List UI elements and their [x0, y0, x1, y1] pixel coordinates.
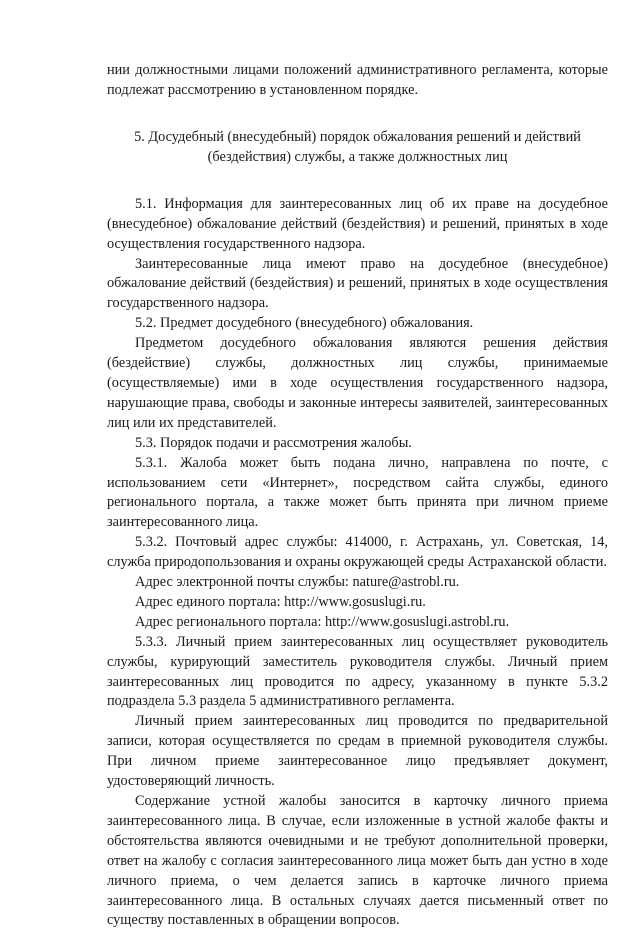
paragraph-appointment: Личный прием заинтересованных лиц проводится по предварительной записи, которая осуществляется по средам в приемной руководителя службы. При личном приеме заинтересованное лицо предъявляет документ, удостоверяющий личность. [107, 713, 608, 790]
paragraph-oral-complaint: Содержание устной жалобы заносится в карточку личного приема заинтересованного лица. В случае, если изложенные в устной жалобе факты и обстоятельства являются очевидными и не требуют дополнительной проверки, ответ на жалобу с согласия заинтересованного лица может быть дан устно в ходе личного приема, о чем делается запись в карточке личного приема заинтересованного лица. В остальных случаях дается письменный ответ по существу поставленных в обращении вопросов. [107, 793, 608, 929]
paragraph-right-to-appeal: Заинтересованные лица имеют право на досудебное (внесудебное) обжалование действий (бездействия) и решений, принятых в ходе осуществления государственного надзора. [107, 255, 608, 312]
section-title: 5. Досудебный (внесудебный) порядок обжалования решений и действий (бездействия) службы, а также должностных лиц [134, 128, 581, 165]
paragraph-regional-portal: Адрес регионального портала: http://www.gosuslugi.astrobl.ru. [135, 613, 510, 630]
paragraph-5-3-3: 5.3.3. Личный прием заинтересованных лиц осуществляет руководитель службы, курирующий заместитель руководителя службы. Личный прием заинтересованных лиц проводится по адресу, указанному в пункте 5.3.2 подраздела 5.3 раздела 5 административного регламента. [107, 633, 608, 710]
paragraph-subject-of-appeal: Предметом досудебного обжалования являются решения действия (бездействие) службы, должностных лиц службы, принимаемые (осуществляемые) ими в ходе осуществления государственного надзора, нарушающие права, свободы и законные интересы заявителей, заинтересованных лиц или их представителей. [107, 335, 608, 431]
paragraph-5-2: 5.2. Предмет досудебного (внесудебного) обжалования. [135, 315, 474, 332]
paragraph-unified-portal: Адрес единого портала: http://www.gosuslugi.ru. [135, 593, 426, 610]
paragraph-email-address: Адрес электронной почты службы: nature@astrobl.ru. [135, 574, 460, 591]
paragraph-5-3-2: 5.3.2. Почтовый адрес службы: 414000, г. Астрахань, ул. Советская, 14, служба природопользования и охраны окружающей среды Астраханской области. [107, 534, 608, 571]
intro-tail-paragraph: нии должностными лицами положений административного регламента, которые подлежат рассмотрению в установленном порядке. [107, 62, 608, 98]
paragraph-5-3: 5.3. Порядок подачи и рассмотрения жалобы. [135, 434, 412, 451]
paragraph-5-1: 5.1. Информация для заинтересованных лиц об их праве на досудебное (внесудебное) обжалование действий (бездействия) и решений, принятых в ходе осуществления государственного надзора. [107, 195, 608, 252]
document-body [107, 61, 608, 931]
paragraph-5-3-1: 5.3.1. Жалоба может быть подана лично, направлена по почте, с использованием сети «Интернет», посредством сайта службы, единого регионального портала, а также может быть принята при личном приеме заинтересованного лица. [107, 454, 608, 531]
